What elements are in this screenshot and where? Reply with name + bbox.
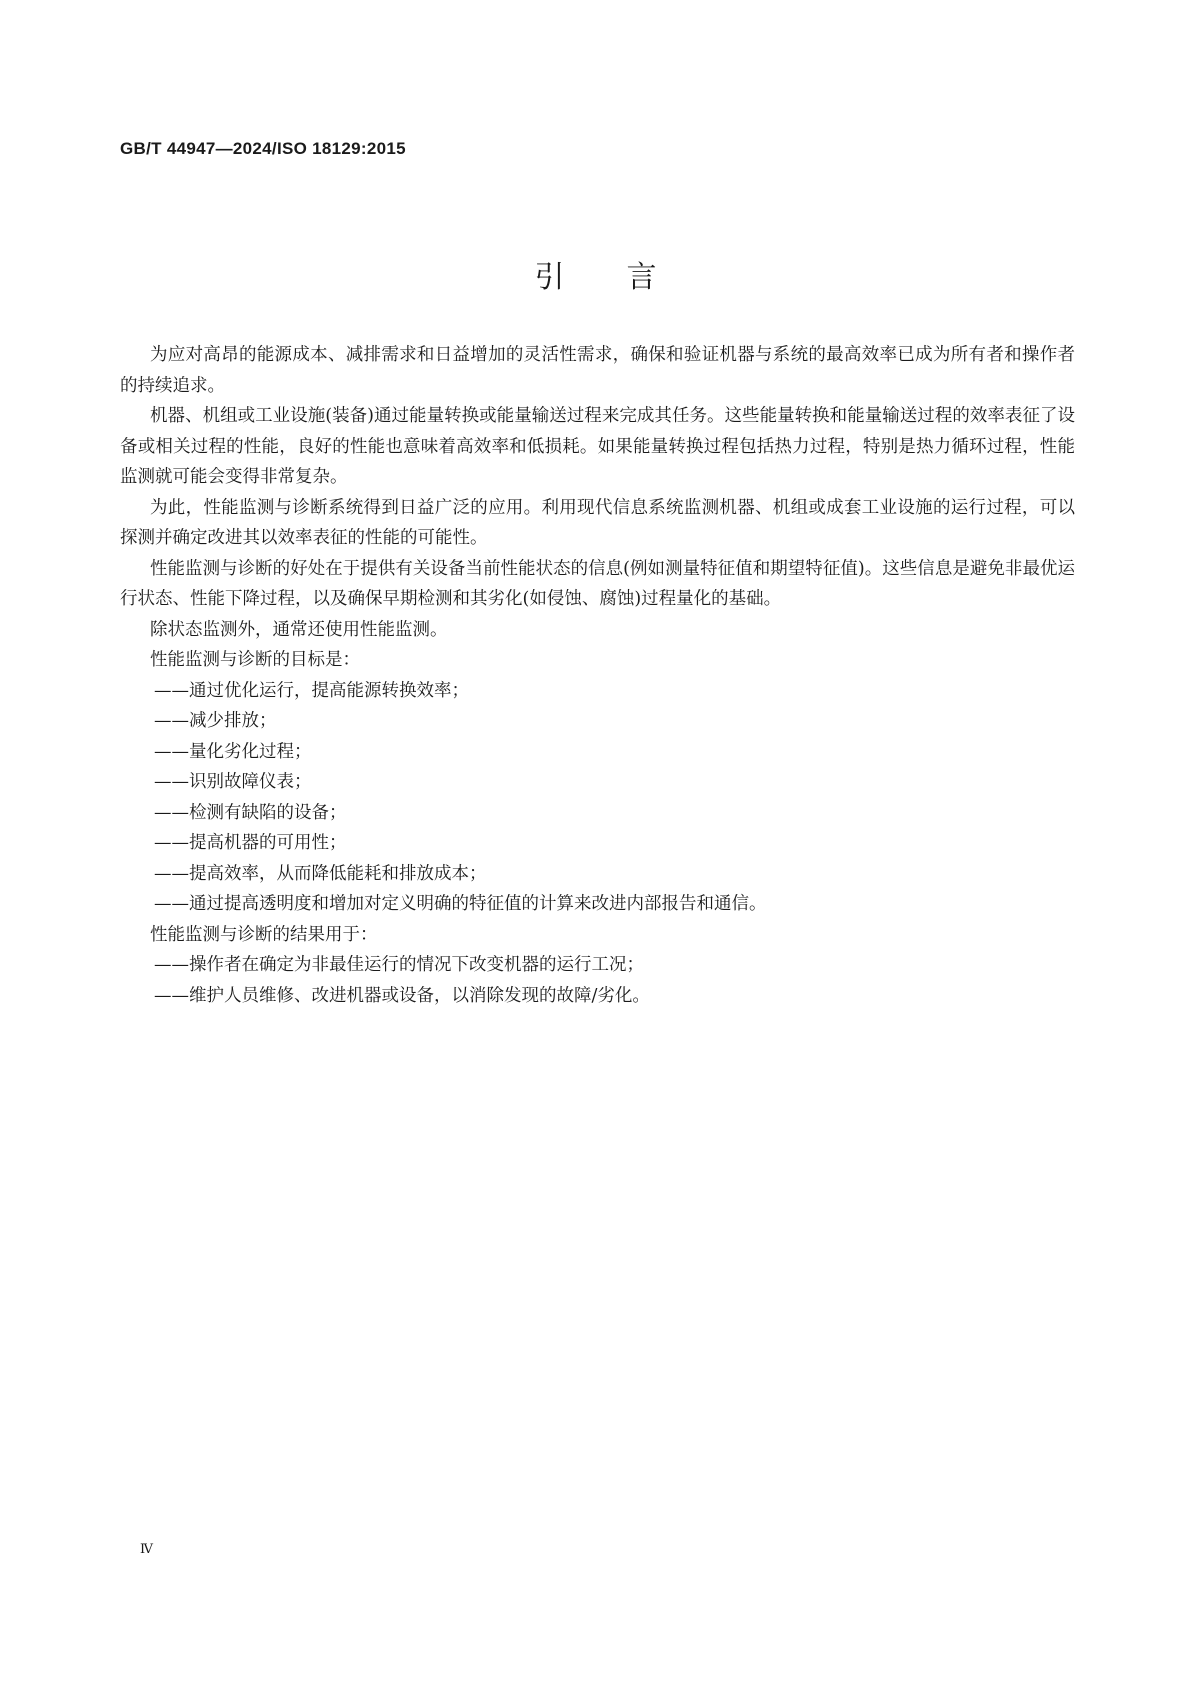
goals-list (120, 676, 1075, 920)
results-list (120, 950, 1075, 1011)
paragraph: 机器、机组或工业设施(装备)通过能量转换或能量输送过程来完成其任务。这些能量转换和能量输送过程的效率表征了设备或相关过程的性能，良好的性能也意味着高效率和低损耗。如果能量转换过程包括热力过程，特别是热力循环过程，性能监测就可能会变得非常复杂。 (120, 406, 1075, 487)
page-number: Ⅳ (140, 1541, 153, 1556)
paragraph: 为应对高昂的能源成本、减排需求和日益增加的灵活性需求，确保和验证机器与系统的最高效率已成为所有者和操作者的持续追求。 (120, 345, 1075, 396)
list-item: ——识别故障仪表； (154, 772, 312, 792)
list-item: ——维护人员维修、改进机器或设备，以消除发现的故障/劣化。 (154, 985, 650, 1006)
paragraph: 除状态监测外，通常还使用性能监测。 (150, 619, 448, 640)
list-item: ——通过优化运行，提高能源转换效率； (154, 680, 469, 701)
paragraph: 性能监测与诊断的好处在于提供有关设备当前性能状态的信息(例如测量特征值和期望特征值)。这些信息是避免非最优运行状态、性能下降过程，以及确保早期检测和其劣化(如侵蚀、腐蚀)过程量化的基础。 (120, 558, 1075, 609)
list-item: ——减少排放； (154, 711, 277, 731)
list-item: ——提高效率，从而降低能耗和排放成本； (154, 863, 487, 884)
list-item: ——检测有缺陷的设备； (154, 802, 347, 823)
page-title: 引言 (534, 260, 719, 296)
paragraph: 性能监测与诊断的目标是： (150, 650, 360, 670)
standard-code: GB/T 44947—2024/ISO 18129:2015 (120, 139, 406, 158)
document-body (120, 340, 1075, 1011)
paragraph: 性能监测与诊断的结果用于： (150, 924, 378, 945)
list-item: ——量化劣化过程； (154, 741, 312, 762)
list-item: ——提高机器的可用性； (154, 833, 347, 853)
list-item: ——通过提高透明度和增加对定义明确的特征值的计算来改进内部报告和通信。 (154, 894, 767, 914)
list-item: ——操作者在确定为非最佳运行的情况下改变机器的运行工况； (154, 955, 644, 975)
paragraph: 为此，性能监测与诊断系统得到日益广泛的应用。利用现代信息系统监测机器、机组或成套工业设施的运行过程，可以探测并确定改进其以效率表征的性能的可能性。 (120, 497, 1075, 548)
